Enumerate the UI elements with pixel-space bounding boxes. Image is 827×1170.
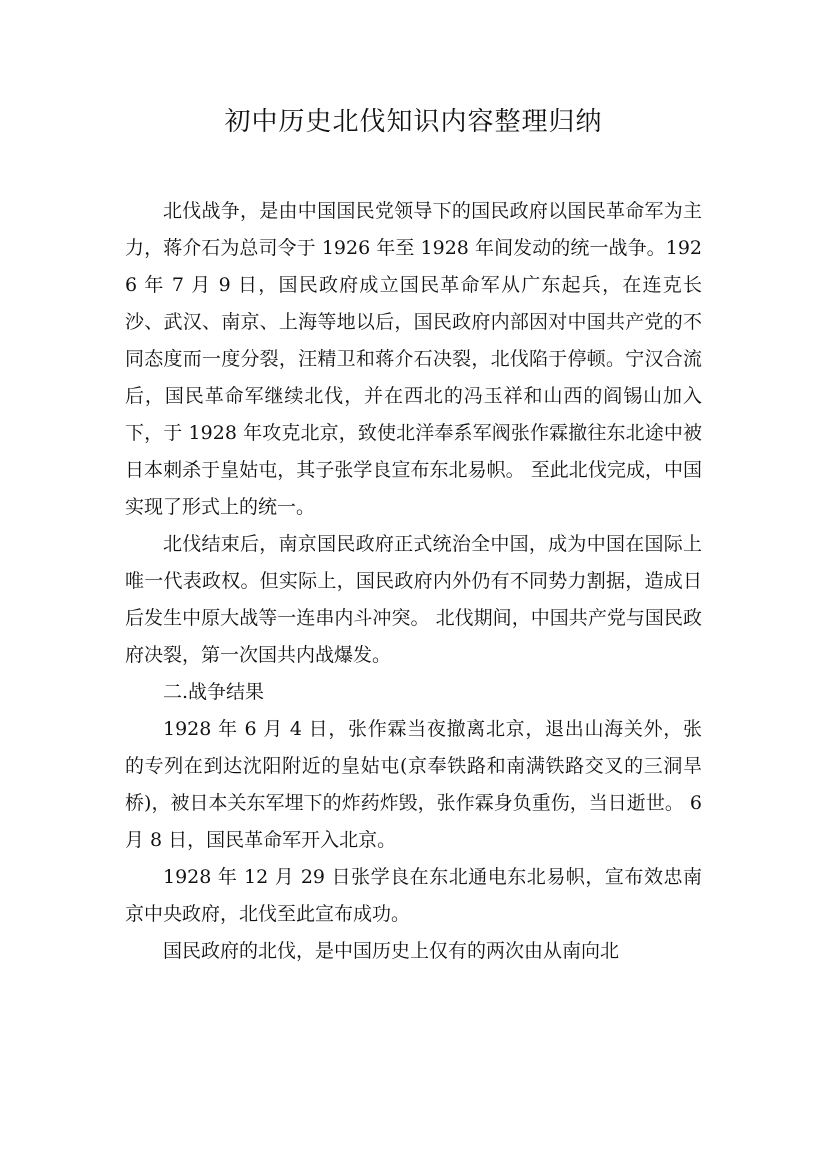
- section-heading-war-result: 二.战争结果: [163, 681, 265, 703]
- document-title: 初中历史北伐知识内容整理归纳: [224, 107, 603, 137]
- paragraph-northern-expedition-overview: 北伐战争，是由中国国民党领导下的国民政府以国民革命军为主力，蒋介石为总司令于 1926 年至 1928 年间发动的统一战争。1926 年 7 月 9 日，国民政府成立国民革命军从广东起兵，在连克长沙、武汉、南京、上海等地以后，国民政府内部因对中国共产党的不同态度而一度分裂，汪精卫和蒋介石决裂，北伐陷于停顿。宁汉合流后，国民革命军继续北伐，并在西北的冯玉祥和山西的阎锡山加入下，于 1928 年攻克北京，致使北洋奉系军阀张作霖撤往东北途中被日本刺杀于皇姑屯，其子张学良宣布东北易帜。 至此北伐完成，中国实现了形式上的统一。: [125, 200, 702, 518]
- paragraph-after-expedition: 北伐结束后，南京国民政府正式统治全中国，成为中国在国际上唯一代表政权。但实际上，国民政府内外仍有不同势力割据，造成日后发生中原大战等一连串内斗冲突。 北伐期间，中国共产党与国民政府决裂，第一次国共内战爆发。: [125, 533, 702, 666]
- document-body: [125, 193, 702, 970]
- paragraph-huanggutun-incident: 1928 年 6 月 4 日，张作霖当夜撤离北京，退出山海关外，张的专列在到达沈阳附近的皇姑屯(京奉铁路和南满铁路交叉的三洞旱桥)，被日本关东军埋下的炸药炸毁，张作霖身负重伤，当日逝世。 6 月 8 日，国民革命军开入北京。: [125, 718, 702, 851]
- paragraph-northeast-flag-replacement: 1928 年 12 月 29 日张学良在东北通电东北易帜，宣布效忠南京中央政府，北伐至此宣布成功。: [125, 866, 702, 925]
- paragraph-historical-significance: 国民政府的北伐，是中国历史上仅有的两次由从南向北: [163, 940, 620, 962]
